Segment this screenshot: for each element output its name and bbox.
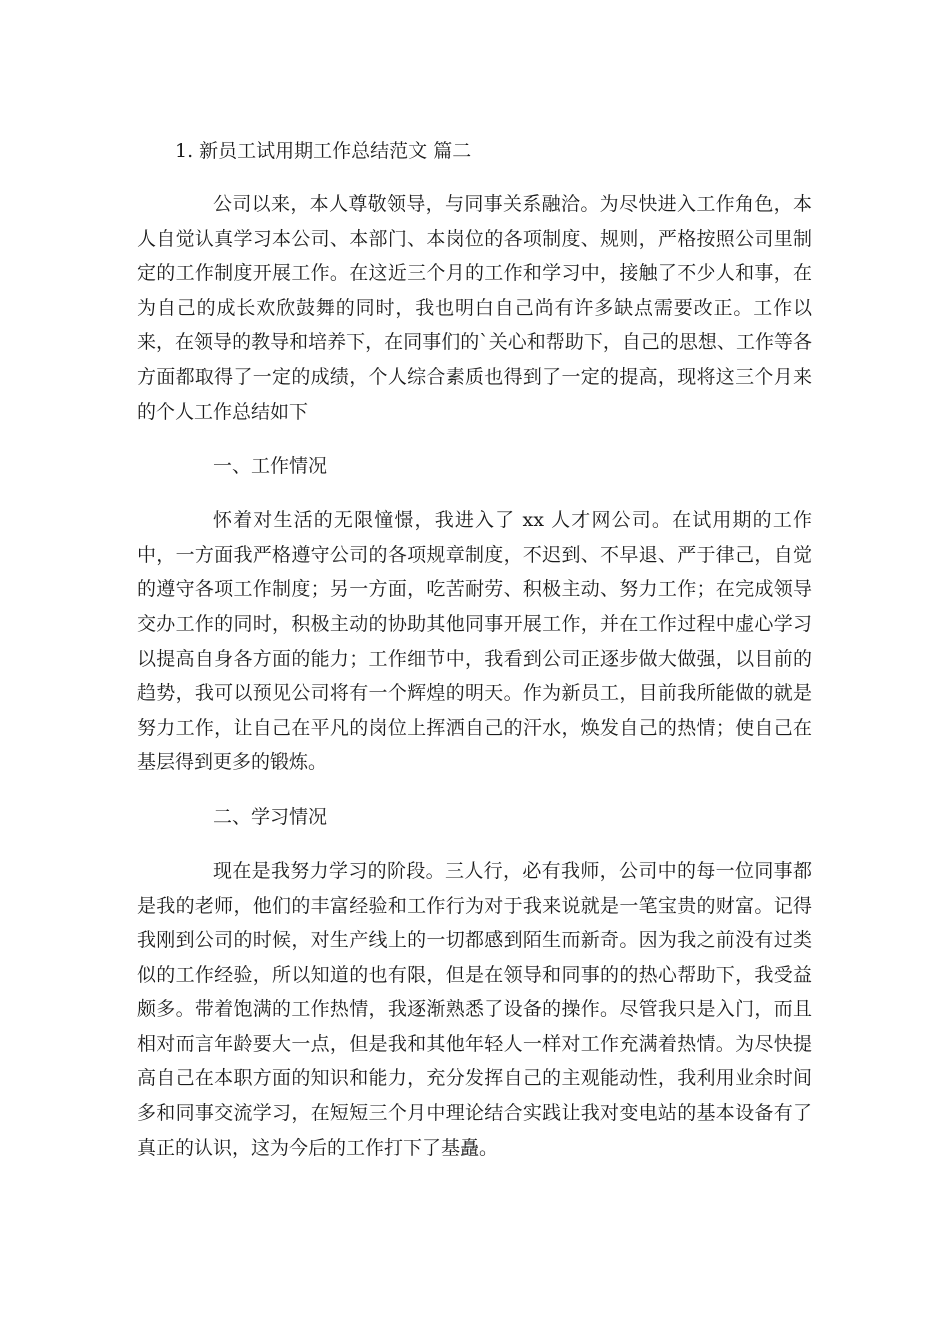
study-paragraph: 现在是我努力学习的阶段。三人行，必有我师，公司中的每一位同事都是我的老师，他们的丰富经验和工作行为对于我来说就是一笔宝贵的财富。记得我刚到公司的时候，对生产线上的一切都感到陌生而新奇。因为我之前没有过类似的工作经验，所以知道的也有限，但是在领导和同事的的热心帮助下，我受益颇多。带着饱满的工作热情，我逐渐熟悉了设备的操作。尽管我只是入门，而且相对而言年龄要大一点，但是我和其他年轻人一样对工作充满着热情。为尽快提高自己在本职方面的知识和能力，充分发挥自己的主观能动性，我利用业余时间多和同事交流学习，在短短三个月中理论结合实践让我对变电站的基本设备有了真正的认识，这为今后的工作打下了基矗。 bbox=[137, 859, 812, 1159]
document-body bbox=[137, 134, 812, 1185]
intro-paragraph: 公司以来，本人尊敬领导，与同事关系融洽。为尽快进入工作角色，本人自觉认真学习本公司、本部门、本岗位的各项制度、规则，严格按照公司里制定的工作制度开展工作。在这近三个月的工作和学习中，接触了不少人和事，在为自己的成长欢欣鼓舞的同时，我也明白自己尚有许多缺点需要改正。工作以来，在领导的教导和培养下，在同事们的`关心和帮助下，自己的思想、工作等各方面都取得了一定的成绩，个人综合素质也得到了一定的提高，现将这三个月来的个人工作总结如下 bbox=[137, 193, 812, 423]
work-paragraph: 怀着对生活的无限憧憬，我进入了 xx 人才网公司。在试用期的工作中，一方面我严格遵守公司的各项规章制度，不迟到、不早退、严于律己，自觉的遵守各项工作制度；另一方面，吃苦耐劳、积极主动、努力工作；在完成领导交办工作的同时，积极主动的协助其他同事开展工作，并在工作过程中虚心学习以提高自身各方面的能力；工作细节中，我看到公司正逐步做大做强，以目前的趋势，我可以预见公司将有一个辉煌的明天。作为新员工，目前我所能做的就是努力工作，让自己在平凡的岗位上挥洒自己的汗水，焕发自己的热情；使自己在基层得到更多的锻炼。 bbox=[137, 509, 812, 774]
section-heading-study: 二、学习情况 bbox=[213, 805, 328, 828]
section-heading-work: 一、工作情况 bbox=[213, 455, 328, 478]
document-title: 1. 新员工试用期工作总结范文 篇二 bbox=[175, 140, 472, 162]
